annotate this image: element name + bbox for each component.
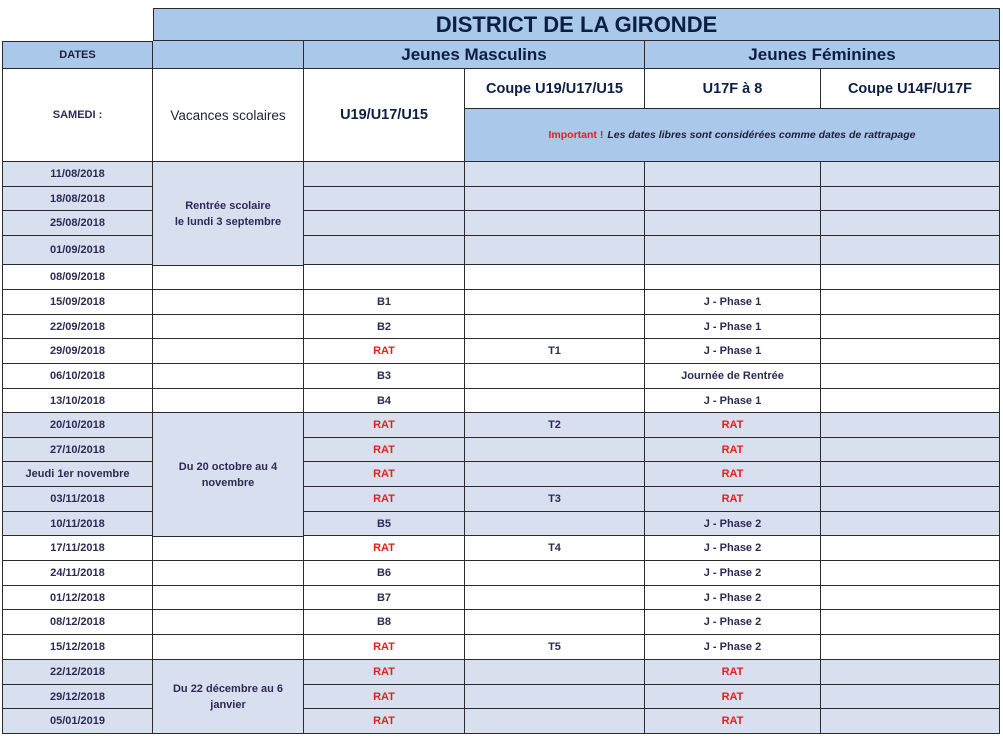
coupe-cell: T1 bbox=[465, 339, 645, 364]
date-cell: 24/11/2018 bbox=[2, 561, 153, 586]
u17f-cell bbox=[645, 211, 821, 236]
coupe-cell bbox=[465, 211, 645, 236]
vacances-cell bbox=[153, 364, 304, 389]
u19-cell: RAT bbox=[304, 438, 465, 462]
vacances-cell bbox=[153, 536, 304, 561]
date-cell: 13/10/2018 bbox=[2, 389, 153, 413]
u17f-cell: J - Phase 1 bbox=[645, 315, 821, 339]
col-coupe-u14f-header: Coupe U14F/U17F bbox=[821, 69, 1000, 109]
vacances-cell bbox=[153, 635, 304, 660]
u19-cell: B1 bbox=[304, 290, 465, 315]
date-cell: 05/01/2019 bbox=[2, 709, 153, 734]
important-label: Important ! bbox=[548, 129, 604, 141]
u17f-cell: J - Phase 1 bbox=[645, 339, 821, 364]
col-coupe-u19-header: Coupe U19/U17/U15 bbox=[465, 69, 645, 109]
date-cell: 06/10/2018 bbox=[2, 364, 153, 389]
coupe-cell: T4 bbox=[465, 536, 645, 561]
coupe-cell bbox=[465, 265, 645, 290]
dates-header: DATES bbox=[2, 41, 153, 69]
coupe-u14f-cell bbox=[821, 290, 1000, 315]
u17f-cell: J - Phase 1 bbox=[645, 389, 821, 413]
coupe-u14f-cell bbox=[821, 660, 1000, 685]
coupe-u14f-cell bbox=[821, 610, 1000, 635]
u17f-cell bbox=[645, 187, 821, 211]
u19-cell: RAT bbox=[304, 536, 465, 561]
u19-cell: RAT bbox=[304, 635, 465, 660]
coupe-cell bbox=[465, 561, 645, 586]
u17f-cell bbox=[645, 265, 821, 290]
u17f-cell: J - Phase 2 bbox=[645, 635, 821, 660]
coupe-u14f-cell bbox=[821, 211, 1000, 236]
u19-cell: RAT bbox=[304, 413, 465, 438]
u19-cell: RAT bbox=[304, 709, 465, 734]
coupe-u14f-cell bbox=[821, 709, 1000, 734]
vacances-cell bbox=[153, 586, 304, 610]
vacances-noel-line1: Du 22 décembre au 6 bbox=[172, 682, 284, 695]
col-u19-header: U19/U17/U15 bbox=[304, 69, 465, 162]
date-cell: 18/08/2018 bbox=[2, 187, 153, 211]
vacances-cell bbox=[153, 610, 304, 635]
coupe-cell bbox=[465, 187, 645, 211]
date-cell: 08/12/2018 bbox=[2, 610, 153, 635]
u19-cell bbox=[304, 187, 465, 211]
date-cell: 17/11/2018 bbox=[2, 536, 153, 561]
u19-cell: B2 bbox=[304, 315, 465, 339]
u17f-cell bbox=[645, 236, 821, 265]
u17f-cell: J - Phase 2 bbox=[645, 561, 821, 586]
vacances-header: Vacances scolaires bbox=[153, 69, 304, 162]
vacances-cell bbox=[153, 561, 304, 586]
vacances-toussaint-line2: novembre bbox=[201, 476, 255, 489]
date-cell: 01/09/2018 bbox=[2, 236, 153, 265]
coupe-cell bbox=[465, 389, 645, 413]
coupe-cell bbox=[465, 438, 645, 462]
important-text: Les dates libres sont considérées comme dates de rattrapage bbox=[607, 129, 916, 141]
coupe-cell bbox=[465, 364, 645, 389]
vacances-noel bbox=[153, 660, 304, 734]
date-cell: 15/09/2018 bbox=[2, 290, 153, 315]
coupe-u14f-cell bbox=[821, 187, 1000, 211]
coupe-u14f-cell bbox=[821, 512, 1000, 536]
coupe-u14f-cell bbox=[821, 265, 1000, 290]
vacances-noel-line2: janvier bbox=[210, 698, 246, 711]
coupe-cell bbox=[465, 685, 645, 709]
samedi-label: SAMEDI : bbox=[2, 69, 153, 162]
coupe-cell: T5 bbox=[465, 635, 645, 660]
u19-cell: RAT bbox=[304, 685, 465, 709]
u17f-cell: RAT bbox=[645, 413, 821, 438]
coupe-u14f-cell bbox=[821, 536, 1000, 561]
u19-cell: B8 bbox=[304, 610, 465, 635]
coupe-cell bbox=[465, 660, 645, 685]
date-cell: 27/10/2018 bbox=[2, 438, 153, 462]
coupe-cell bbox=[465, 462, 645, 487]
u19-cell: B5 bbox=[304, 512, 465, 536]
u17f-cell: RAT bbox=[645, 709, 821, 734]
date-cell: 03/11/2018 bbox=[2, 487, 153, 512]
u17f-cell: RAT bbox=[645, 487, 821, 512]
coupe-cell bbox=[465, 290, 645, 315]
date-cell: 11/08/2018 bbox=[2, 162, 153, 187]
coupe-u14f-cell bbox=[821, 462, 1000, 487]
vacances-rentree bbox=[153, 162, 304, 266]
vacances-toussaint bbox=[153, 413, 304, 537]
coupe-cell: T3 bbox=[465, 487, 645, 512]
vacances-cell bbox=[153, 339, 304, 364]
date-cell: 29/12/2018 bbox=[2, 685, 153, 709]
vacances-toussaint-line1: Du 20 octobre au 4 bbox=[178, 460, 278, 473]
u17f-cell: J - Phase 1 bbox=[645, 290, 821, 315]
col-u17f-header: U17F à 8 bbox=[645, 69, 821, 109]
u17f-cell: RAT bbox=[645, 462, 821, 487]
coupe-u14f-cell bbox=[821, 364, 1000, 389]
date-cell: 08/09/2018 bbox=[2, 265, 153, 290]
coupe-cell bbox=[465, 315, 645, 339]
date-cell: 22/12/2018 bbox=[2, 660, 153, 685]
u19-cell: B4 bbox=[304, 389, 465, 413]
coupe-cell bbox=[465, 162, 645, 187]
coupe-cell: T2 bbox=[465, 413, 645, 438]
vacances-rentree-line1: Rentrée scolaire bbox=[185, 199, 271, 212]
empty-header-cell bbox=[153, 41, 304, 69]
u17f-cell bbox=[645, 162, 821, 187]
vacances-cell bbox=[153, 290, 304, 315]
vacances-cell bbox=[153, 315, 304, 339]
u19-cell bbox=[304, 211, 465, 236]
coupe-u14f-cell bbox=[821, 389, 1000, 413]
coupe-cell bbox=[465, 610, 645, 635]
coupe-u14f-cell bbox=[821, 561, 1000, 586]
coupe-cell bbox=[465, 236, 645, 265]
vacances-cell bbox=[153, 265, 304, 290]
group-masculins-header: Jeunes Masculins bbox=[304, 41, 645, 69]
u19-cell: RAT bbox=[304, 339, 465, 364]
u17f-cell: J - Phase 2 bbox=[645, 512, 821, 536]
u19-cell bbox=[304, 162, 465, 187]
coupe-u14f-cell bbox=[821, 162, 1000, 187]
coupe-u14f-cell bbox=[821, 413, 1000, 438]
u19-cell bbox=[304, 236, 465, 265]
u19-cell: B7 bbox=[304, 586, 465, 610]
u17f-cell: J - Phase 2 bbox=[645, 586, 821, 610]
coupe-cell bbox=[465, 586, 645, 610]
date-cell: 22/09/2018 bbox=[2, 315, 153, 339]
coupe-u14f-cell bbox=[821, 236, 1000, 265]
important-note bbox=[465, 109, 1000, 162]
date-cell: 29/09/2018 bbox=[2, 339, 153, 364]
vacances-cell bbox=[153, 389, 304, 413]
u19-cell: RAT bbox=[304, 462, 465, 487]
vacances-rentree-line2: le lundi 3 septembre bbox=[174, 215, 282, 228]
coupe-cell bbox=[465, 512, 645, 536]
coupe-u14f-cell bbox=[821, 685, 1000, 709]
u17f-cell: J - Phase 2 bbox=[645, 536, 821, 561]
u17f-cell: Journée de Rentrée bbox=[645, 364, 821, 389]
u17f-cell: RAT bbox=[645, 685, 821, 709]
u19-cell: B6 bbox=[304, 561, 465, 586]
date-cell: 25/08/2018 bbox=[2, 211, 153, 236]
date-cell: Jeudi 1er novembre bbox=[2, 462, 153, 487]
coupe-u14f-cell bbox=[821, 487, 1000, 512]
coupe-u14f-cell bbox=[821, 635, 1000, 660]
date-cell: 10/11/2018 bbox=[2, 512, 153, 536]
coupe-cell bbox=[465, 709, 645, 734]
coupe-u14f-cell bbox=[821, 586, 1000, 610]
u17f-cell: RAT bbox=[645, 438, 821, 462]
coupe-u14f-cell bbox=[821, 438, 1000, 462]
date-cell: 01/12/2018 bbox=[2, 586, 153, 610]
u17f-cell: RAT bbox=[645, 660, 821, 685]
date-cell: 20/10/2018 bbox=[2, 413, 153, 438]
u19-cell: B3 bbox=[304, 364, 465, 389]
date-cell: 15/12/2018 bbox=[2, 635, 153, 660]
u19-cell: RAT bbox=[304, 487, 465, 512]
u17f-cell: J - Phase 2 bbox=[645, 610, 821, 635]
coupe-u14f-cell bbox=[821, 315, 1000, 339]
coupe-u14f-cell bbox=[821, 339, 1000, 364]
sheet-title: DISTRICT DE LA GIRONDE bbox=[153, 8, 1000, 41]
group-feminines-header: Jeunes Féminines bbox=[645, 41, 1000, 69]
u19-cell bbox=[304, 265, 465, 290]
u19-cell: RAT bbox=[304, 660, 465, 685]
